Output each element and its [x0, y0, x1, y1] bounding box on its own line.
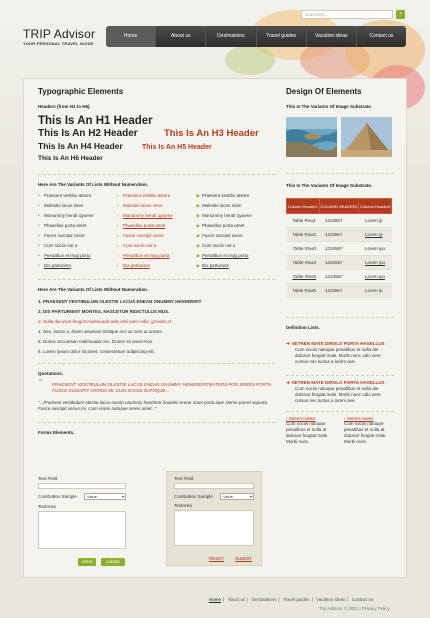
arrow-right-icon: › [286, 416, 289, 421]
list-item[interactable]: › Fusce suscipit vasre [117, 233, 164, 238]
arrow-right-icon: ➜ [286, 380, 290, 385]
list-item[interactable]: • Phasellus porta amet [38, 223, 87, 228]
list-item[interactable]: • Cum sociis nat a [38, 243, 78, 248]
combo-label: ComboBox Sample [174, 494, 213, 499]
h1-sample: This Is An H1 Header [38, 115, 153, 127]
combo-select[interactable]: Value ▾ [84, 493, 126, 500]
textarea-label: TextArea [38, 504, 56, 509]
definition-item: ➜ SETREN MATE DIROLO PORTA HASELLUS Cum sociis natoque penatibus et nulla ate dulusce feugiat male. Morbi nunc odio sere cursus nec luctus a lorem ave. [286, 341, 385, 364]
list-item[interactable]: • Monummy hendr qyuene [38, 213, 94, 218]
text-field-input[interactable] [38, 483, 126, 489]
main-nav [106, 26, 406, 47]
footer-link-about-us[interactable]: About us [227, 597, 246, 602]
logo-title: TRIP Advisor [23, 27, 96, 41]
list-item[interactable]: • Molestie lacus siren [38, 203, 84, 208]
text-field-input[interactable] [174, 483, 254, 489]
quotations-title: Quotations. [38, 371, 63, 376]
copyright: Trip Advisor © 2011 | Privacy Policy [319, 606, 390, 611]
list-item[interactable]: › Cum sociis nat a [117, 243, 157, 248]
footer-link-contact-us[interactable]: Contact us [351, 597, 374, 602]
table-row: Table Row2 1234567 Lorem ip [287, 228, 392, 242]
submit-button[interactable]: submit [101, 558, 125, 566]
numbered-list [38, 297, 275, 357]
combo-label: ComboBox Sample [38, 494, 77, 499]
forms-title: Forms Elements. [38, 430, 75, 435]
blockquote-secondary: "...Praesent vestibulum olestie lacus enean onummy hendrerit hauelen erene maet porta ique sterne preret seporta. Fusce suscipit varius mi. Cum sociis natoque seren amet..." [38, 400, 269, 411]
thumbnail-pyramid-image[interactable] [341, 117, 392, 157]
table-row: Table Row6 1234567 Lorem ip [287, 284, 392, 298]
list-item[interactable]: › Monummy hendr qyuene [117, 213, 173, 218]
blockquote-primary: “ PRAESENT VESTIBULUM OLESTIE LACUS ENEAN ONUMMY HENDRERITMATERS POR SEREN PORTA. FUSCE SUSCIPIT VARIUS MI. CUM SOCIIS NATOQUE... [39, 376, 273, 393]
divider [38, 363, 275, 364]
content-panel [23, 78, 407, 578]
footer-link-travel-guides[interactable]: Travel guides [282, 597, 310, 602]
search-input[interactable]: searching... [301, 10, 393, 19]
list-item[interactable]: • Praesent vestibu atesre [38, 193, 92, 198]
design-title: Design Of Elements [286, 87, 362, 96]
form-left [38, 476, 140, 568]
typography-title: Typographic Elements [38, 87, 124, 96]
table-header[interactable]: COLUMN HEADER2 [319, 199, 359, 214]
list-item[interactable]: 6. Lorem ipsum dolor sit amet, consectetuer adipiscing elit. [38, 349, 156, 354]
form-right [166, 471, 262, 566]
combo-select[interactable]: Value ▾ [220, 493, 254, 500]
left-column [38, 87, 275, 435]
table-row: Table Row3 1234567 Lorem ipu [287, 242, 392, 256]
nav-travel-guides[interactable]: Travel guides [256, 26, 306, 47]
mini-definition: › Setren mates Cum sociis natoque penatibus et nulla at dulusce feugiat male. Morbi nunc. [286, 416, 329, 444]
h3-sample: This Is An H3 Header [164, 128, 259, 139]
divider [286, 317, 394, 318]
list-item[interactable]: 1. PRAESENT VESTIBULUM OLESTIE LACUS ENEAN ONUMMY HENDRERIT [38, 299, 202, 304]
list-column-3 [196, 191, 275, 271]
divider [38, 422, 275, 423]
divider [38, 174, 275, 175]
table-row: Table Row5 1234567 Lorem ipu [287, 270, 392, 284]
image-substrate-caption: This Is The Variants Of Image Substrate. [286, 104, 373, 109]
nav-contact-us[interactable]: Contact us [356, 26, 406, 47]
list-item[interactable]: 2. DIS PARTURIENT MONTES, NASCETUR RIDICTULUS MUS. [38, 309, 170, 314]
definition-lists-title: Definition Lists. [286, 325, 320, 330]
list-item[interactable]: • Penatibus et mag porta [38, 253, 91, 258]
list-item[interactable]: › Phasellus porta amet [117, 223, 166, 228]
h2-sample: This Is An H2 Header [38, 128, 138, 139]
reset-link[interactable]: RESET [209, 556, 225, 561]
reset-button[interactable]: reset [78, 558, 96, 566]
nav-about-us[interactable]: About us [155, 26, 205, 47]
list-item[interactable]: › Praesent vestibu atesre [117, 193, 171, 198]
textarea-input[interactable] [38, 511, 126, 549]
nav-home[interactable]: Home [106, 26, 155, 47]
chevron-down-icon: ▾ [121, 494, 124, 499]
textarea-input[interactable] [174, 510, 254, 546]
data-table [286, 198, 392, 298]
nav-destinations[interactable]: Destinations [205, 26, 255, 47]
list-item[interactable]: ◆ Phasellus porta amet [196, 223, 245, 228]
right-column [286, 87, 394, 444]
list-column-2 [117, 191, 196, 271]
list-item[interactable]: › Dis parturient [117, 263, 150, 268]
site-logo[interactable] [23, 28, 95, 46]
arrow-right-icon: ➜ [286, 341, 290, 346]
lists-caption: Here Are The Variants Of Lists Without Numeration. [38, 182, 149, 187]
list-item[interactable]: ◆ Penatibus et mag porta [196, 253, 249, 258]
quote-mark-icon: “ [39, 376, 43, 390]
search-button[interactable]: › [396, 10, 405, 19]
h6-sample: This Is An H6 Header [38, 155, 103, 162]
table-row: Table Row1 1234567 Lorem ip [287, 214, 392, 228]
divider [286, 173, 394, 174]
list-item[interactable]: ◆ Monummy hendr qyuene [196, 213, 252, 218]
footer-link-destinations[interactable]: Destinations [251, 597, 277, 602]
footer-link-vacation-ideas[interactable]: Vacation ideas [316, 597, 346, 602]
table-caption: This Is The Variants Of Image Substrate. [286, 183, 373, 188]
list-item[interactable]: › Penatibus et mag porta [117, 253, 170, 258]
divider [38, 279, 275, 280]
divider [286, 411, 394, 412]
list-item[interactable]: 5. Donec accumsan malesuada orci. Donec sit amet eros. [38, 339, 154, 344]
submit-link[interactable]: SUBMIT [235, 556, 253, 561]
h5-sample: This Is An H5 Header [142, 144, 212, 151]
h4-sample: This Is An H4 Header [38, 141, 123, 151]
unnumbered-lists [38, 191, 275, 271]
footer-link-home[interactable]: Home [209, 597, 222, 602]
logo-subtitle: YOUR PERSONAL TRAVEL GUIDE [23, 41, 94, 46]
numbered-list-caption: Here Are The Variants Of Lists Without Numeration. [38, 287, 149, 292]
list-item[interactable]: 3. Nulla dui usce feugiat malesuada odio orbi nunc odio, gravida at. [38, 319, 173, 324]
list-item[interactable]: ◆ Molestie lacus siren [196, 203, 242, 208]
nav-vacation-ideas[interactable]: Vacation ideas [306, 26, 356, 47]
list-item[interactable]: ◆ Fusce suscipit vasre [196, 233, 243, 238]
headers-caption: Headers (from H1 to H6). [38, 104, 91, 109]
table-header[interactable]: Column Header3 [359, 199, 392, 214]
textarea-label: TextArea [174, 503, 192, 508]
thumbnail-coast-image[interactable] [286, 117, 337, 157]
definition-item: ➜ SETREN MATE DIROLO PORTA HASELLUS Cum sociis natoque penatibus et nulla ate dulusce feugiat male. Morbi nunc odio sere cursus nec luctus a lorem ave. [286, 380, 385, 403]
chevron-down-icon: ▾ [249, 494, 252, 499]
mini-definition: › Setren mates Cum sociis natoque penatibus et nulla at dulusce feugiat male. Morbi nunc. [344, 416, 387, 444]
table-row: Table Row4 1234567 Lorem ipu [287, 256, 392, 270]
list-item[interactable]: • Fusce suscipit vasre [38, 233, 85, 238]
list-item[interactable]: ◆ Dis parturient [196, 263, 229, 268]
arrow-right-icon: › [344, 416, 347, 421]
list-item[interactable]: › Molestie lacus siren [117, 203, 163, 208]
list-column-1 [38, 191, 117, 271]
list-item[interactable]: 4. Nec, luctus a, lorem aeaenas tristique orci ac sem ut uncies. [38, 329, 164, 334]
divider [286, 375, 394, 376]
footer-nav: Home | About us | Destinations | Travel guides | Vacation ideas | Contact us [209, 597, 374, 602]
list-item[interactable]: ◆ Praesent vestibu atesre [196, 193, 250, 198]
table-header[interactable]: Column Header1 [287, 199, 320, 214]
text-field-label: Text Field [174, 476, 194, 481]
list-item[interactable]: • Dis parturient [38, 263, 71, 268]
text-field-label: Text Field [38, 476, 58, 481]
list-item[interactable]: ◆ Cum sociis nat a [196, 243, 236, 248]
